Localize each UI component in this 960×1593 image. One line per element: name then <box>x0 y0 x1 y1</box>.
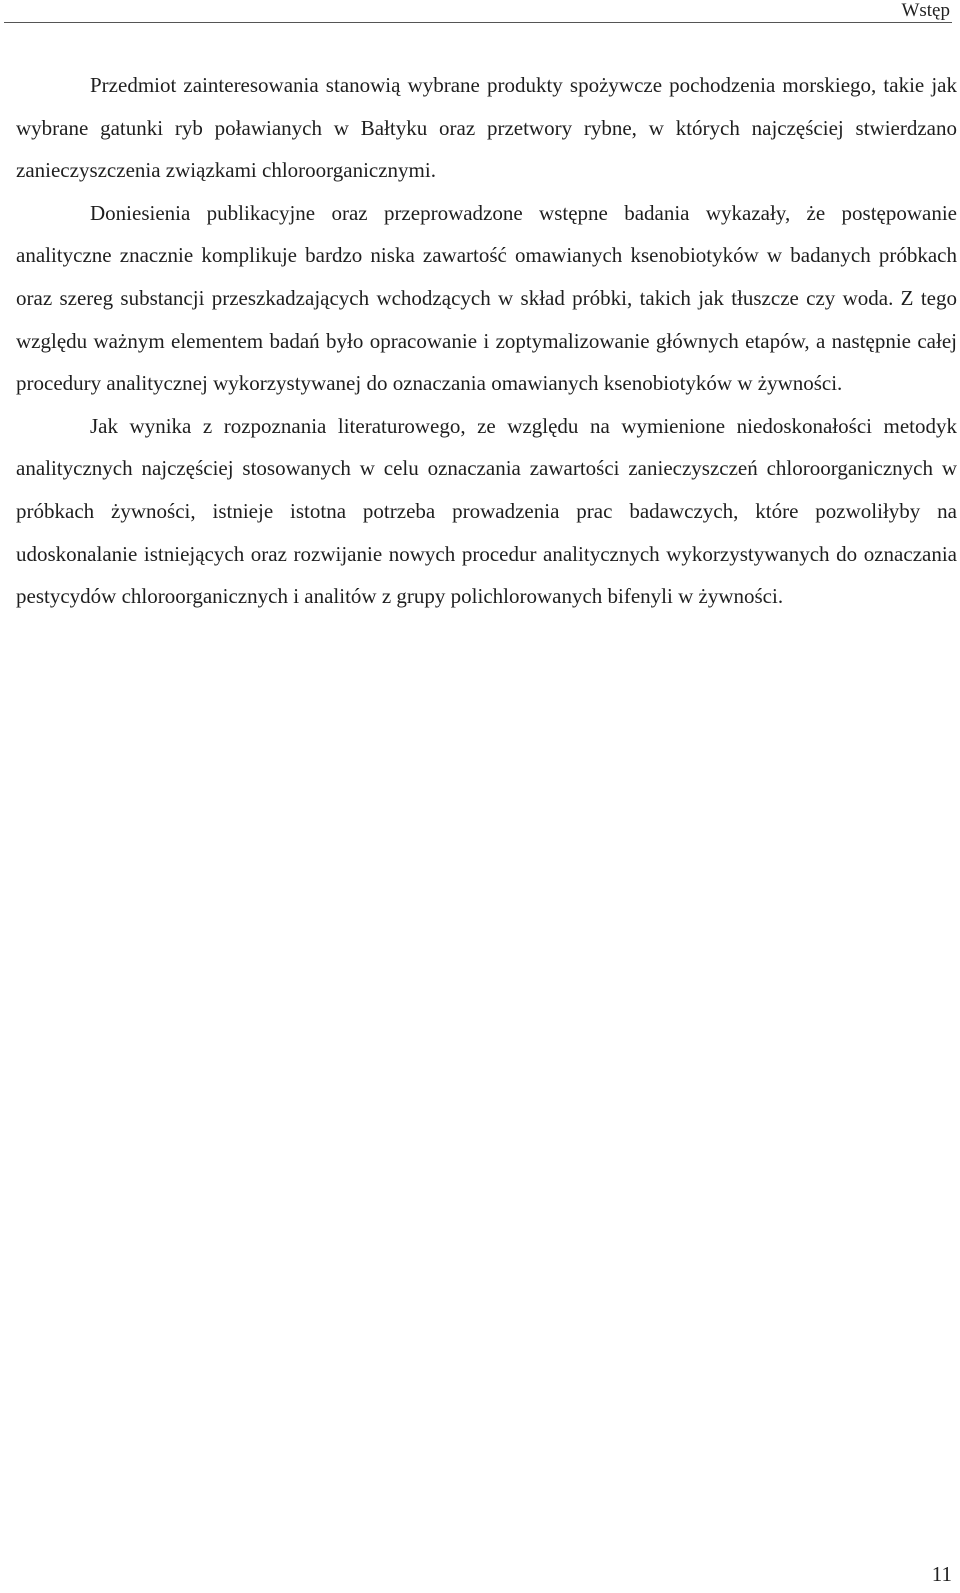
section-title: Wstęp <box>901 0 950 21</box>
paragraph-need: Jak wynika z rozpoznania literaturowego, ze względu na wymienione niedoskonałości metodyk analitycznych najczęściej stosowanych w celu oznaczania zawartości zanieczyszczeń chloroorganicznych w próbkach żywności, istnieje istotna potrzeba prowadzenia prac badawczych, które pozwoliłyby na udoskonalanie istniejących oraz rozwijanie nowych procedur analitycznych wykorzystywanych do oznaczania pestycydów chloroorganicznych i analitów z grupy polichlorowanych bifenyli w żywności. <box>16 413 957 609</box>
main-text <box>16 64 957 618</box>
paragraph-analysis: Doniesienia publikacyjne oraz przeprowadzone wstępne badania wykazały, że postępowanie analityczne znacznie komplikuje bardzo niska zawartość omawianych ksenobiotyków w badanych próbkach oraz szereg substancji przeszkadzających wchodzących w skład próbki, takich jak tłuszcze czy woda. Z tego względu ważnym elementem badań było opracowanie i zoptymalizowanie głównych etapów, a następnie całej procedury analitycznej wykorzystywanej do oznaczania omawianych ksenobiotyków w żywności. <box>16 200 957 396</box>
page-number: 11 <box>931 1562 952 1586</box>
running-header <box>4 0 952 23</box>
paragraph-intro: Przedmiot zainteresowania stanowią wybrane produkty spożywcze pochodzenia morskiego, takie jak wybrane gatunki ryb poławianych w Bałtyku oraz przetwory rybne, w których najczęściej stwierdzano zanieczyszczenia związkami chloroorganicznymi. <box>16 73 957 183</box>
